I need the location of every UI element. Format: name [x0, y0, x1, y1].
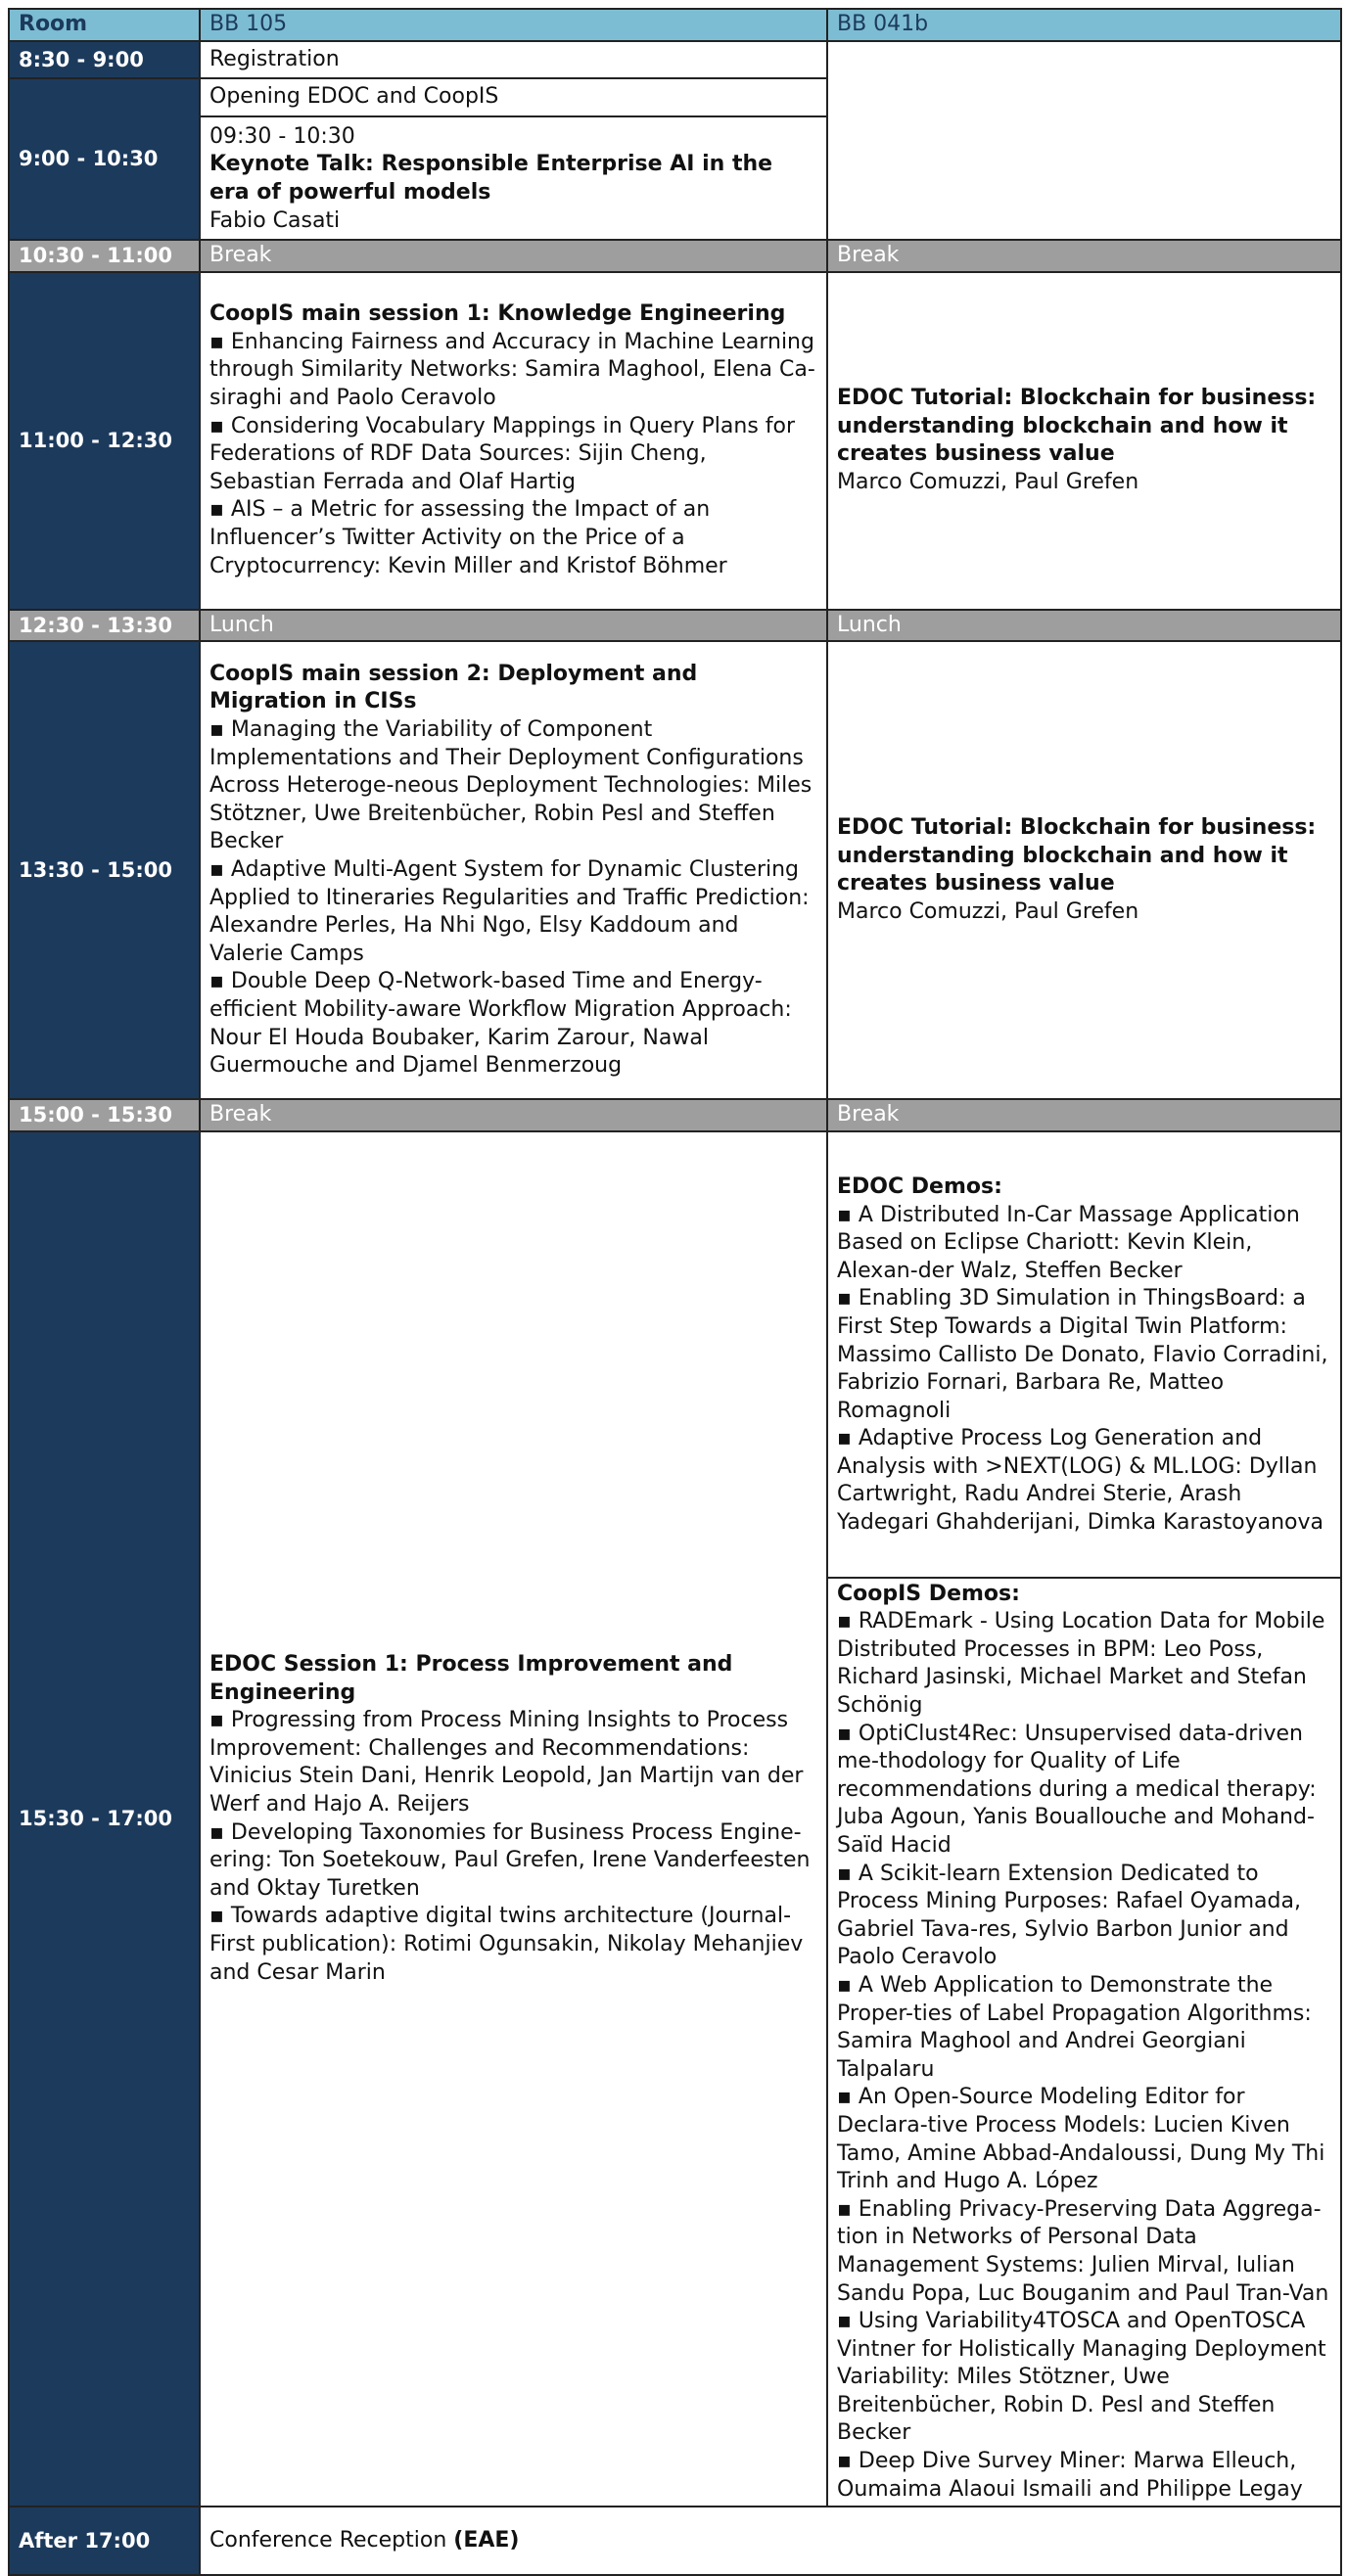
session-title: CoopIS main session 2: Deployment and Migration in CISs — [209, 661, 698, 714]
time-cell: After 17:00 — [9, 2507, 200, 2575]
paper-item: ▪ Double Deep Q-Network-based Time and Energy-efficient Mobility-aware Workflow Migration Approach: Nour El Houda Boubaker, Karim Zarour, Nawal Guermouche and Djamel Benmerzoug — [209, 969, 792, 1079]
keynote-time: 09:30 - 10:30 — [209, 123, 355, 149]
opening-cell: Opening EDOC and CoopIS — [200, 78, 827, 116]
header-room: Room — [9, 9, 200, 41]
demo-item: ▪ Deep Dive Survey Miner: Marwa Elleuch, Oumaima Alaoui Ismaili and Philippe Legay — [837, 2449, 1303, 2502]
schedule-table — [8, 8, 1342, 2576]
time-cell: 15:00 - 15:30 — [9, 1099, 200, 1131]
header-bb041b: BB 041b — [827, 9, 1341, 41]
lunch-cell: Lunch — [200, 610, 827, 642]
paper-item: ▪ AIS – a Metric for assessing the Impact of an Influencer’s Twitter Activity on the Price of a Cryptocurrency: Kevin Miller and Kristof Böhmer — [209, 497, 727, 578]
time-cell: 9:00 - 10:30 — [9, 78, 200, 240]
demo-item: ▪ Enabling 3D Simulation in ThingsBoard: a First Step Towards a Digital Twin Platform: Massimo Callisto De Donato, Flavio Corradini, Fabrizio Fornari, Barbara Re, Matteo Romagnoli — [837, 1286, 1328, 1423]
keynote-cell — [200, 116, 827, 240]
header-bb105: BB 105 — [200, 9, 827, 41]
schedule — [8, 8, 1340, 2576]
tutorial-speakers: Marco Comuzzi, Paul Grefen — [837, 898, 1139, 924]
row-1330 — [9, 641, 1341, 1099]
break-cell: Break — [827, 240, 1341, 272]
tutorial-title: EDOC Tutorial: Blockchain for business: understanding blockchain and how it creates business value — [837, 386, 1317, 467]
break-cell: Break — [200, 240, 827, 272]
time-cell: 11:00 - 12:30 — [9, 272, 200, 610]
row-1530 — [9, 1131, 1341, 2507]
reception-venue: (EAE) — [453, 2527, 520, 2553]
paper-item: ▪ Managing the Variability of Component Implementations and Their Deployment Configurations Across Heteroge-neous Deployment Technologies: Miles Stötzner, Uwe Breitenbücher, Robin Pesl and Steffen Becker — [209, 717, 813, 854]
empty-cell — [827, 41, 1341, 241]
demo-item: ▪ Using Variability4TOSCA and OpenTOSCA Vintner for Holistically Managing Deployment Variability: Miles Stötzner, Uwe Breitenbücher, Robin D. Pesl and Steffen Becker — [837, 2309, 1326, 2446]
time-cell: 13:30 - 15:00 — [9, 641, 200, 1099]
edoc-demos — [828, 1132, 1340, 1579]
header-row — [9, 9, 1341, 41]
time-cell: 8:30 - 9:00 — [9, 41, 200, 79]
time-cell: 15:30 - 17:00 — [9, 1131, 200, 2507]
paper-item: ▪ Progressing from Process Mining Insights to Process Improvement: Challenges and Recommendations: Vinicius Stein Dani, Henrik Leopold, Jan Martijn van der Werf and Hajo A. Reijers — [209, 1708, 804, 1817]
reception-cell — [200, 2507, 1341, 2575]
demos-title: EDOC Demos: — [837, 1173, 1002, 1199]
keynote-speaker: Fabio Casati — [209, 207, 341, 233]
row-after-1700 — [9, 2507, 1341, 2575]
demo-item: ▪ RADEmark - Using Location Data for Mobile Distributed Processes in BPM: Leo Poss, Richard Jasinski, Michael Market and Stefan Schönig — [837, 1609, 1325, 1719]
row-1230-lunch — [9, 610, 1341, 642]
row-1030-break — [9, 240, 1341, 272]
demo-item: ▪ OptiClust4Rec: Unsupervised data-driven me-thodology for Quality of Life recommendations during a medical therapy: Juba Agoun, Yanis Bouallouche and Mohand-Saïd Hacid — [837, 1721, 1317, 1858]
session-title: CoopIS main session 1: Knowledge Engineering — [209, 301, 786, 327]
lunch-cell: Lunch — [827, 610, 1341, 642]
paper-item: ▪ Developing Taxonomies for Business Process Engine-ering: Ton Soetekouw, Paul Grefen, Irene Vanderfeesten and Oktay Turetken — [209, 1819, 811, 1901]
registration-cell: Registration — [200, 41, 827, 79]
coopis-demos — [828, 1579, 1340, 2507]
paper-item: ▪ Adaptive Multi-Agent System for Dynamic Clustering Applied to Itineraries Regularities and Traffic Prediction: Alexandre Perles, Ha Nhi Ngo, Elsy Kaddoum and Valerie Camps — [209, 857, 810, 966]
time-cell: 12:30 - 13:30 — [9, 610, 200, 642]
row-1500-break — [9, 1099, 1341, 1131]
session-cell — [200, 641, 827, 1099]
row-0830 — [9, 41, 1341, 79]
tutorial-cell — [827, 272, 1341, 610]
paper-item: ▪ Enhancing Fairness and Accuracy in Machine Learning through Similarity Networks: Samira Maghool, Elena Ca-siraghi and Paolo Ceravolo — [209, 329, 815, 411]
tutorial-cell — [827, 641, 1341, 1099]
keynote-title: Keynote Talk: Responsible Enterprise AI in the era of powerful models — [209, 152, 773, 205]
session-cell — [200, 1131, 827, 2507]
demo-item: ▪ Adaptive Process Log Generation and Analysis with >NEXT(LOG) & ML.LOG: Dyllan Cartwright, Radu Andrei Sterie, Arash Yadegari Ghahderijani, Dimka Karastoyanova — [837, 1426, 1324, 1536]
break-cell: Break — [200, 1099, 827, 1131]
tutorial-speakers: Marco Comuzzi, Paul Grefen — [837, 469, 1139, 494]
paper-item: ▪ Considering Vocabulary Mappings in Query Plans for Federations of RDF Data Sources: Sijin Cheng, Sebastian Ferrada and Olaf Hartig — [209, 413, 796, 494]
time-cell: 10:30 - 11:00 — [9, 240, 200, 272]
row-1100 — [9, 272, 1341, 610]
break-cell: Break — [827, 1099, 1341, 1131]
demo-item: ▪ A Web Application to Demonstrate the Proper-ties of Label Propagation Algorithms: Samira Maghool and Andrei Georgiani Talpalaru — [837, 1972, 1312, 2082]
demos-cell — [827, 1131, 1341, 2507]
demo-item: ▪ An Open-Source Modeling Editor for Declara-tive Process Models: Lucien Kiven Tamo, Amine Abbad-Andaloussi, Dung My Thi Trinh and Hugo A. López — [837, 2085, 1325, 2194]
demo-item: ▪ A Distributed In-Car Massage Application Based on Eclipse Chariott: Kevin Klein, Alexan-der Walz, Steffen Becker — [837, 1202, 1300, 1283]
demo-item: ▪ A Scikit-learn Extension Dedicated to Process Mining Purposes: Rafael Oyamada, Gabriel Tava-res, Sylvio Barbon Junior and Paolo Ceravolo — [837, 1861, 1301, 1970]
tutorial-title: EDOC Tutorial: Blockchain for business: understanding blockchain and how it creates business value — [837, 815, 1317, 897]
reception-text: Conference Reception — [209, 2527, 454, 2553]
demos-title: CoopIS Demos: — [837, 1581, 1020, 1606]
demo-item: ▪ Enabling Privacy-Preserving Data Aggrega-tion in Networks of Personal Data Management Systems: Julien Mirval, Iulian Sandu Popa, Luc Bouganim and Paul Tran-Van — [837, 2196, 1329, 2306]
session-cell — [200, 272, 827, 610]
session-title: EDOC Session 1: Process Improvement and Engineering — [209, 1652, 733, 1705]
paper-item: ▪ Towards adaptive digital twins architecture (Journal-First publication): Rotimi Ogunsakin, Nikolay Mehanjiev and Cesar Marin — [209, 1904, 804, 1985]
